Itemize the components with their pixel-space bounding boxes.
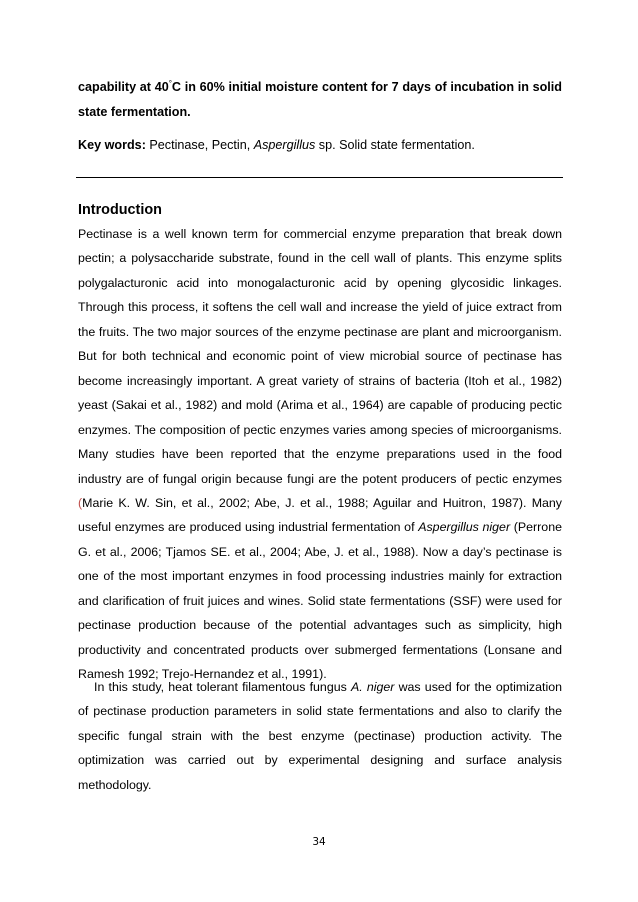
- section-heading: Introduction: [78, 202, 162, 218]
- p1-text-1: Pectinase is a well known term for commercial enzyme preparation that break down pectin; a polysaccharide substrate, found in the cell wall of plants. This enzyme splits polygalacturonic acid into monogalacturonic acid by opening glycosidic linkages. Through this process, it softens the cell wall and increase the yield of juice extract from the fruits. The two major sources of the enzyme pectinase are plant and microorganism. But for both technical and economic point of view microbial source of pectinase has become increasingly important. A great variety of strains of bacteria (Itoh et al., 1982) yeast (Sakai et al., 1982) and mold (Arima et al., 1964) are capable of producing pectic enzymes. The composition of pectic enzymes varies among species of microorganisms. Many studies have been reported that the enzyme preparations used in the food industry are of fungal origin because fungi are the potent producers of pectic enzymes: [78, 227, 562, 486]
- keywords-text-2: sp. Solid state fermentation.: [315, 138, 475, 152]
- abstract-text-end: C in 60% initial moisture content for 7 days of incubation in solid state fermentation.: [78, 80, 562, 119]
- degree-symbol: °: [168, 79, 172, 88]
- intro-paragraph-2: [78, 675, 562, 797]
- abstract-text-start: capability at 40: [78, 80, 169, 94]
- page-number: 34: [312, 836, 326, 848]
- p2-text-1: In this study, heat tolerant filamentous fungus: [94, 680, 351, 694]
- keywords-line: [78, 135, 562, 155]
- p2-species-italic: A. niger: [350, 680, 395, 694]
- intro-paragraph-1: [78, 222, 562, 687]
- keywords-text-1: Pectinase, Pectin,: [145, 138, 254, 152]
- p1-species-italic: Aspergillus niger: [418, 520, 511, 535]
- p1-paren: (: [78, 495, 83, 510]
- p2-text-2: was used for the optimization of pectinase production parameters in solid state fermentations and also to clarify the specific fungal strain with the best enzyme (pectinase) production activity. The optimization was carried out by experimental designing and surface analysis methodology.: [78, 680, 562, 792]
- section-divider: [76, 177, 563, 178]
- p1-text-3: (Perrone G. et al., 2006; Tjamos SE. et al., 2004; Abe, J. et al., 1988). Now a day’s pectinase is one of the most important enzymes in food processing industries mainly for extraction and clarification of fruit juices and wines. Solid state fermentations (SSF) were used for pectinase production because of the potential advantages such as simplicity, high productivity and concentrated products over submerged fermentations (Lonsane and Ramesh 1992; Trejo-Hernandez et al., 1991).: [78, 520, 562, 682]
- p1-text-2: Marie K. W. Sin, et al., 2002; Abe, J. et al., 1988; Aguilar and Huitron, 1987). Many useful enzymes are produced using industrial fermentation of: [78, 495, 562, 535]
- keywords-italic: Aspergillus: [253, 138, 316, 152]
- abstract-conclusion: [78, 71, 562, 125]
- keywords-label: Key words:: [78, 138, 146, 152]
